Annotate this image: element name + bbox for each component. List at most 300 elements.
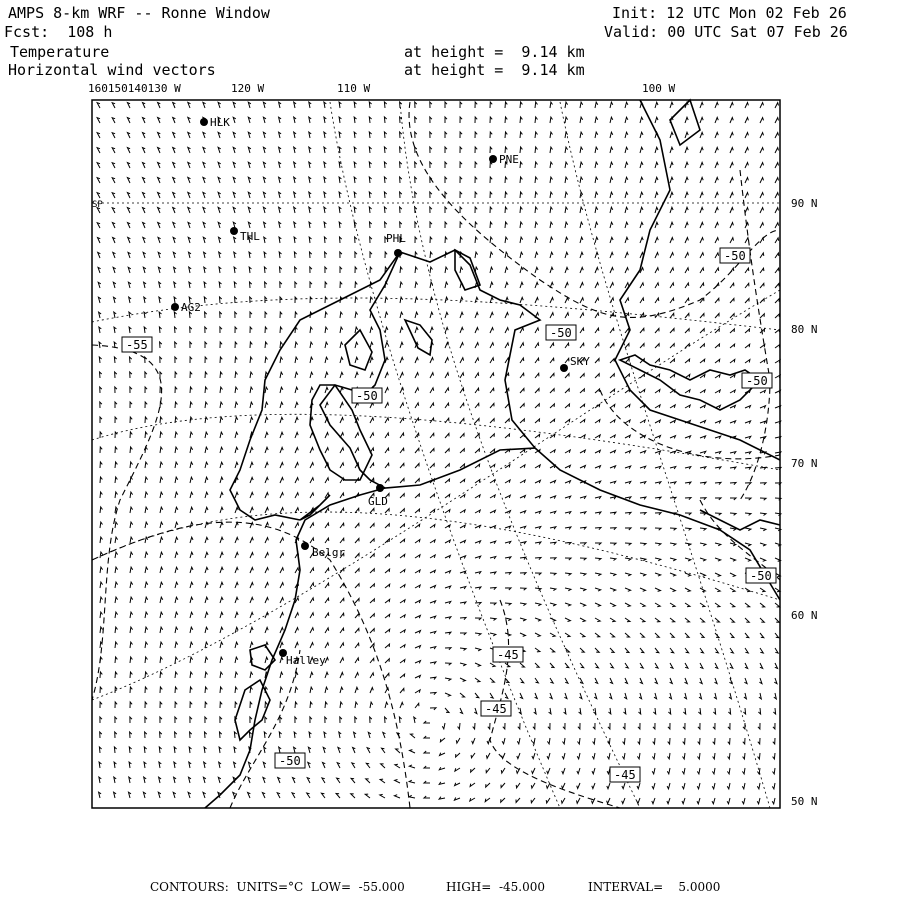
wind-barb xyxy=(112,193,115,198)
wind-barb xyxy=(685,162,688,168)
wind-barb xyxy=(250,597,253,603)
wind-barb xyxy=(115,537,118,543)
wind-barb xyxy=(625,618,630,622)
field-temperature: Temperature xyxy=(10,43,110,61)
svg-text:-50: -50 xyxy=(746,374,768,388)
wind-barb xyxy=(415,600,420,603)
station-ag2[interactable] xyxy=(171,301,201,314)
latitude-labels xyxy=(791,197,818,808)
wind-barb xyxy=(595,435,600,438)
wind-barb xyxy=(490,222,492,228)
wind-barb xyxy=(535,527,541,530)
wind-barb xyxy=(235,582,238,588)
wind-barb xyxy=(760,543,766,546)
wind-barb xyxy=(745,283,749,288)
wind-barb xyxy=(655,177,658,183)
wind-barb xyxy=(685,147,688,153)
wind-barb xyxy=(205,402,208,408)
wind-barb xyxy=(294,132,296,138)
wind-barb xyxy=(295,523,299,528)
wind-barb xyxy=(640,603,645,607)
contour-label xyxy=(122,337,152,352)
wind-barb xyxy=(535,177,538,183)
wind-barb xyxy=(730,193,733,199)
wind-barb xyxy=(355,342,358,348)
wind-barb xyxy=(535,207,538,213)
wind-barb xyxy=(505,419,509,423)
wind-barb xyxy=(115,627,118,633)
wind-barb xyxy=(580,588,586,591)
wind-barb xyxy=(220,717,222,723)
wind-barb xyxy=(354,117,356,123)
wind-barb xyxy=(250,687,253,693)
wind-barb xyxy=(173,148,176,154)
wind-barb xyxy=(310,598,314,603)
wind-barb xyxy=(100,687,102,693)
wind-barb xyxy=(190,717,192,723)
wind-barb xyxy=(325,433,328,439)
wind-barb xyxy=(565,313,569,318)
wind-barb xyxy=(520,663,525,667)
station-halley[interactable] xyxy=(279,649,326,667)
wind-barb xyxy=(340,598,344,603)
wind-barb xyxy=(595,588,601,591)
wind-barb xyxy=(565,603,571,606)
wind-barb xyxy=(714,693,717,699)
wind-barb xyxy=(505,603,511,605)
wind-barb xyxy=(445,433,449,438)
wind-barb xyxy=(488,723,490,729)
wind-barb xyxy=(220,537,223,543)
wind-barb xyxy=(400,674,405,678)
wind-barb xyxy=(143,148,146,153)
wind-barb xyxy=(490,678,494,682)
wind-barb xyxy=(295,448,298,454)
wind-barb xyxy=(190,552,193,558)
wind-barb xyxy=(415,192,417,198)
wind-barb xyxy=(490,464,495,468)
wind-barb xyxy=(685,543,691,546)
graticule-meridian-c xyxy=(560,102,770,808)
wind-barb xyxy=(250,717,252,723)
wind-barb xyxy=(460,479,465,483)
wind-barb xyxy=(520,557,526,559)
wind-barb xyxy=(520,526,526,529)
wind-barb xyxy=(130,387,132,393)
wind-barb xyxy=(415,102,417,108)
wind-barb xyxy=(234,747,236,753)
wind-barb xyxy=(745,344,750,348)
wind-barb xyxy=(414,717,416,723)
wind-barb xyxy=(235,702,237,708)
wind-barb xyxy=(550,573,556,575)
wind-barb xyxy=(505,693,508,698)
wind-barb xyxy=(610,117,613,123)
wind-barb xyxy=(565,358,569,363)
wind-barb xyxy=(759,678,762,684)
wind-barb xyxy=(264,222,267,228)
wind-barb xyxy=(430,132,432,138)
wind-barb xyxy=(220,327,222,333)
wind-barb xyxy=(265,508,268,514)
wind-barb xyxy=(655,497,661,499)
wind-barb xyxy=(653,708,655,714)
wind-barb xyxy=(475,648,481,651)
wind-barb xyxy=(385,312,388,318)
wind-barb xyxy=(367,748,370,753)
wind-barb xyxy=(250,507,253,513)
wind-barb xyxy=(205,537,208,543)
wind-barb xyxy=(745,603,750,607)
wind-barb xyxy=(112,133,115,138)
wind-barb xyxy=(174,777,177,783)
wind-barb xyxy=(340,282,342,288)
wind-barb xyxy=(700,253,704,258)
wind-barb xyxy=(520,480,525,483)
wind-barb xyxy=(325,357,328,363)
graticule-70n xyxy=(92,414,780,470)
wind-barb xyxy=(610,450,615,453)
wind-barb xyxy=(655,102,658,108)
wind-barb xyxy=(607,783,610,789)
wind-barb xyxy=(129,777,131,783)
wind-barb xyxy=(112,118,115,123)
wind-barb xyxy=(760,344,765,348)
wind-barb xyxy=(145,627,148,633)
wind-barb xyxy=(490,588,496,590)
wind-barb xyxy=(340,687,343,693)
wind-barb xyxy=(550,267,553,273)
wind-barb xyxy=(295,387,298,393)
wind-barb xyxy=(550,132,553,138)
wind-barb xyxy=(535,132,538,138)
wind-barb xyxy=(100,537,103,543)
wind-barb xyxy=(715,117,718,123)
wind-barb xyxy=(460,434,464,438)
wind-barb xyxy=(218,102,221,108)
station-belgr[interactable] xyxy=(301,542,345,559)
wind-barb xyxy=(700,618,705,622)
wind-barb xyxy=(430,358,433,364)
wind-barb xyxy=(625,237,628,243)
wind-barb xyxy=(190,447,193,453)
wind-barb xyxy=(220,387,223,393)
wind-barb xyxy=(310,538,314,543)
wind-barb xyxy=(550,404,554,408)
wind-barb xyxy=(595,117,598,123)
wind-barb xyxy=(774,693,777,699)
wind-barb xyxy=(248,222,251,228)
contour-minus50-south xyxy=(230,650,300,808)
wind-barb xyxy=(595,648,599,652)
wind-barb xyxy=(501,768,505,773)
wind-barb xyxy=(115,522,118,528)
wind-barb xyxy=(160,477,163,483)
wind-barb xyxy=(685,222,688,228)
wind-barb xyxy=(309,162,311,168)
lon-label: 120 W xyxy=(231,82,265,95)
wind-barb xyxy=(173,118,176,124)
wind-barb xyxy=(640,328,644,333)
wind-barb xyxy=(460,222,462,228)
wind-barb xyxy=(580,267,583,273)
wind-barb xyxy=(325,372,328,378)
wind-barb xyxy=(265,553,268,558)
wind-barb xyxy=(565,267,568,273)
wind-barb xyxy=(700,405,705,408)
wind-barb xyxy=(190,732,192,738)
wind-barb xyxy=(715,452,721,455)
wind-barb xyxy=(595,633,600,637)
wind-barb xyxy=(490,252,493,258)
wind-barb xyxy=(625,207,628,213)
wind-barb xyxy=(340,672,343,678)
wind-barb xyxy=(565,512,571,514)
wind-barb xyxy=(460,373,464,378)
wind-barb xyxy=(625,633,630,637)
wind-barb xyxy=(535,465,540,468)
contour-label xyxy=(493,647,523,662)
wind-barb xyxy=(175,342,177,348)
wind-barb xyxy=(550,162,553,168)
wind-barb xyxy=(190,522,193,528)
wind-barb xyxy=(535,298,538,304)
wind-barb xyxy=(490,510,495,513)
wind-barb xyxy=(474,708,477,714)
wind-barb xyxy=(546,783,550,788)
wind-barb xyxy=(100,507,103,513)
wind-barb xyxy=(325,312,327,318)
wind-barb xyxy=(490,603,496,605)
wind-barb xyxy=(366,763,370,768)
wind-barb xyxy=(610,283,614,288)
wind-barb xyxy=(455,768,460,771)
wind-barb xyxy=(775,238,779,243)
wind-barb xyxy=(625,374,629,378)
wind-barb xyxy=(309,237,311,243)
wind-barb xyxy=(295,312,297,318)
wind-barb xyxy=(475,312,478,318)
wind-barb xyxy=(409,795,415,798)
wind-barb xyxy=(340,643,344,648)
wind-barb xyxy=(760,118,764,123)
wind-barb xyxy=(550,511,556,514)
wind-barb xyxy=(400,433,404,438)
wind-barb xyxy=(430,540,435,543)
wind-barb xyxy=(235,492,238,498)
longitude-labels xyxy=(88,82,675,95)
footer-interval: INTERVAL= 5.0000 xyxy=(588,880,721,894)
wind-barb xyxy=(728,708,730,714)
wind-barb xyxy=(158,193,161,199)
wind-barb xyxy=(430,297,433,303)
wind-barb xyxy=(205,477,208,483)
wind-barb xyxy=(415,464,419,469)
wind-barb xyxy=(295,357,298,363)
wind-barb xyxy=(190,477,193,483)
wind-barb xyxy=(310,282,312,288)
wind-barb xyxy=(173,178,176,184)
wind-barb xyxy=(683,723,685,729)
wind-barb xyxy=(280,628,283,634)
wind-barb xyxy=(203,102,206,108)
wind-barb xyxy=(535,358,539,363)
wind-barb xyxy=(250,282,252,288)
wind-barb xyxy=(730,513,736,515)
wind-barb xyxy=(115,567,118,573)
wind-barb xyxy=(445,464,449,468)
wind-barb xyxy=(445,343,448,349)
wind-barb xyxy=(263,777,266,783)
wind-barb xyxy=(430,616,436,619)
graticule-lines xyxy=(92,102,780,808)
wind-barb xyxy=(490,147,492,153)
wind-barb xyxy=(728,753,730,759)
wind-barb xyxy=(174,267,177,273)
wind-barb xyxy=(280,568,284,573)
wind-barb xyxy=(130,402,132,408)
station-pne[interactable] xyxy=(489,153,519,166)
wind-barb xyxy=(280,463,283,469)
wind-barb xyxy=(565,527,571,529)
wind-barb xyxy=(625,466,631,469)
wind-barb xyxy=(384,177,386,183)
wind-barb xyxy=(400,162,402,168)
wind-barb xyxy=(130,357,132,363)
wind-barb xyxy=(505,313,508,319)
wind-barb xyxy=(325,538,329,543)
wind-barb xyxy=(385,373,388,379)
wind-barb xyxy=(415,615,420,618)
wind-barb xyxy=(325,643,329,648)
wind-barb xyxy=(670,162,673,168)
wind-barb xyxy=(490,557,496,560)
wind-barb xyxy=(445,525,450,528)
wind-barb xyxy=(685,207,688,213)
map-frame xyxy=(92,100,780,808)
wind-barb xyxy=(145,702,147,708)
station-sky[interactable] xyxy=(560,355,590,372)
wind-barb xyxy=(655,633,659,637)
wind-barb xyxy=(205,327,207,333)
wind-barb xyxy=(670,238,673,244)
wind-barb xyxy=(112,223,115,228)
wind-barb xyxy=(655,298,659,303)
wind-barb xyxy=(445,102,447,108)
wind-barb xyxy=(475,162,477,168)
station-label: PHL xyxy=(386,232,406,245)
wind-barb xyxy=(430,162,432,168)
wind-barb xyxy=(385,433,389,438)
wind-barb xyxy=(715,359,720,363)
wind-barb xyxy=(430,570,435,573)
wind-barb xyxy=(610,102,613,108)
wind-barb xyxy=(715,147,718,153)
wind-barb xyxy=(250,387,253,393)
wind-barb xyxy=(175,327,177,333)
wind-barb xyxy=(490,388,494,393)
wind-barb xyxy=(460,587,466,590)
wind-barb xyxy=(321,793,325,798)
wind-barb xyxy=(295,478,299,483)
wind-barb xyxy=(700,648,704,653)
wind-barb xyxy=(547,738,550,744)
wind-barb xyxy=(219,282,221,288)
wind-barb xyxy=(775,314,779,318)
wind-barb xyxy=(415,373,419,378)
wind-barb xyxy=(235,327,237,333)
wind-barb xyxy=(400,509,404,513)
wind-barb xyxy=(490,267,493,273)
wind-barb xyxy=(640,648,644,653)
wind-barb xyxy=(730,148,733,154)
wind-barb xyxy=(577,768,580,774)
wind-barb xyxy=(580,496,586,499)
wind-barb xyxy=(415,388,419,393)
wind-barb xyxy=(415,282,418,288)
init-time: Init: 12 UTC Mon 02 Feb 26 xyxy=(612,4,847,22)
wind-barb xyxy=(385,629,390,633)
wind-barb xyxy=(490,495,495,498)
wind-barb xyxy=(294,177,296,183)
wind-barb xyxy=(265,357,268,363)
wind-barb xyxy=(384,147,386,153)
wind-barb xyxy=(445,312,448,318)
wind-barb xyxy=(160,612,163,618)
wind-barb xyxy=(385,584,390,588)
wind-barb xyxy=(127,118,130,123)
wind-barb xyxy=(158,133,161,139)
wind-barb xyxy=(565,117,568,123)
wind-barb xyxy=(294,162,296,168)
wind-barb xyxy=(250,583,253,589)
wind-barb xyxy=(655,436,661,439)
wind-barb xyxy=(580,237,583,243)
wind-barb xyxy=(203,192,206,198)
wind-barb xyxy=(400,570,405,574)
wind-barb xyxy=(490,207,492,213)
wind-barb xyxy=(685,329,689,333)
wind-barb xyxy=(144,777,147,783)
wind-barb xyxy=(610,268,613,274)
wind-barb xyxy=(385,478,389,483)
wind-barb xyxy=(638,723,640,729)
wind-barb xyxy=(440,753,446,756)
wind-barb xyxy=(640,132,643,138)
wind-barb xyxy=(190,357,192,363)
wind-barb xyxy=(130,702,132,708)
wind-barb xyxy=(760,193,764,198)
antarctic-peninsula-base xyxy=(535,448,780,600)
wind-barb xyxy=(160,642,163,648)
wind-barb xyxy=(188,207,191,213)
wind-barb xyxy=(742,798,745,804)
contour-label xyxy=(546,325,576,340)
wind-barb xyxy=(99,342,101,348)
wind-barb xyxy=(263,177,266,183)
wind-barb xyxy=(160,462,163,468)
wind-barb xyxy=(100,492,102,498)
wind-barb xyxy=(160,597,163,603)
wind-barb xyxy=(715,543,721,546)
wind-barb xyxy=(203,162,206,168)
wind-barb xyxy=(640,633,644,637)
wind-barb xyxy=(625,344,629,349)
wind-barb xyxy=(130,597,133,603)
wind-barb xyxy=(355,523,359,528)
wind-barb xyxy=(220,627,223,633)
wind-barb xyxy=(700,162,703,168)
